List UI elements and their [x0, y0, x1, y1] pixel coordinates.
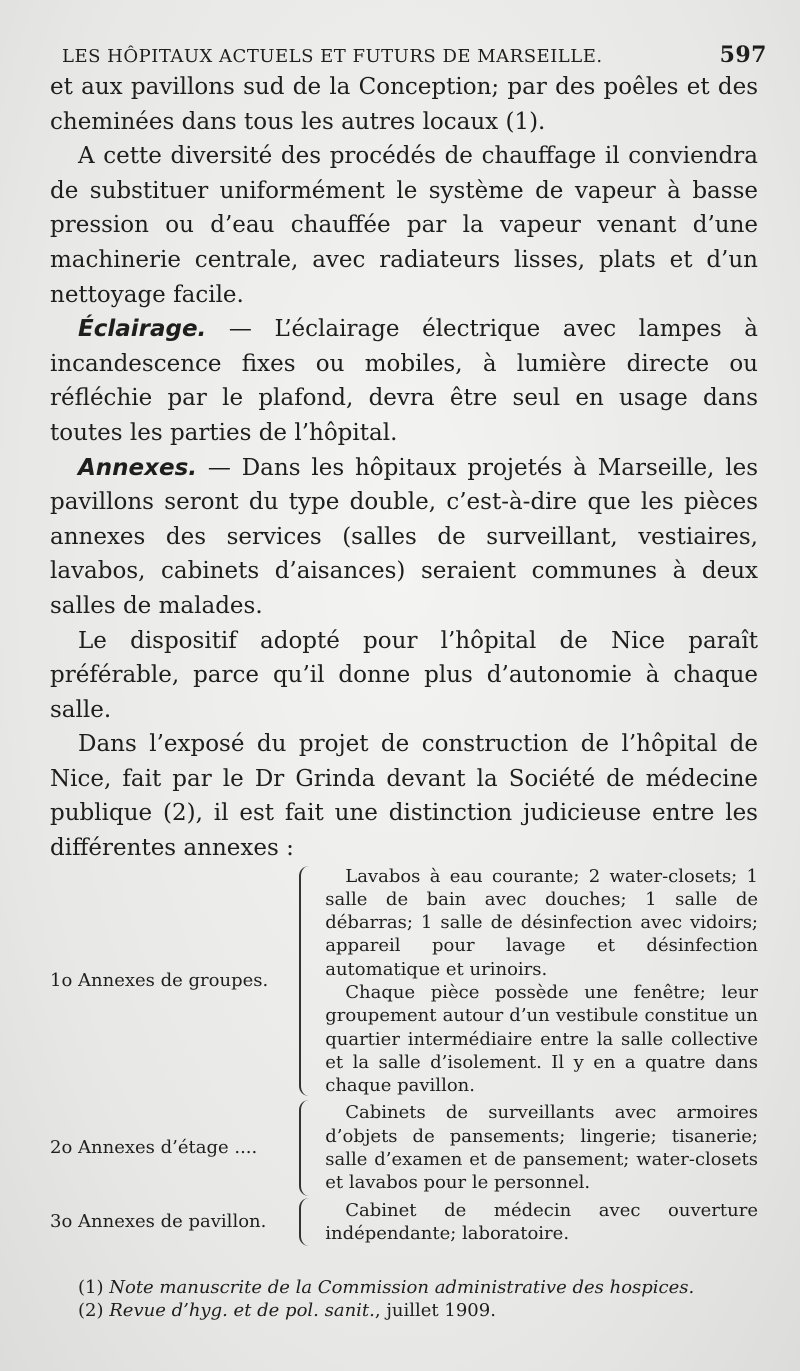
running-header [62, 42, 767, 68]
brace-icon [299, 1100, 319, 1196]
annexes-list [50, 866, 758, 1246]
body-text [50, 70, 758, 866]
paragraph-grinda: Dans l’exposé du projet de construction de l’hôpital de Nice, fait par le Dr Grinda devant la Société de médecine publique (2), il est fait une distinction judicieuse entre les différentes annexes : [50, 731, 758, 862]
lighting-heading: Éclairage. [78, 316, 207, 343]
paragraph-nice-layout: Le dispositif adopté pour l’hôpital de Nice paraît préférable, parce qu’il donne plus d’autonomie à chaque salle. [50, 627, 758, 723]
annex-paragraph: Cabinet de médecin avec ouverture indépendante; laboratoire. [325, 1199, 758, 1244]
footnote-text: Note manuscrite de la Commission administrative des hospices. [109, 1277, 695, 1298]
annex-label: 1o Annexes de groupes. [50, 970, 269, 992]
paragraph-lighting [50, 312, 758, 450]
footnote-2 [78, 1299, 758, 1322]
annexes-text: — Dans les hôpitaux projetés à Marseille, les pavillons seront du type double, c’est-à-dire que les pièces annexes des services (salles de surveillant, vestiaires, lavabos, cabinets d’aisances) seraient communes à deux salles de malades. [50, 454, 758, 619]
footnote-number: (2) [78, 1300, 104, 1321]
lighting-text: — L’éclairage électrique avec lampes à incandescence fixes ou mobiles, à lumière directe ou réfléchie par le plafond, devra être seul en usage dans toutes les parties de l’hôpital. [50, 316, 758, 446]
annex-label: 3o Annexes de pavillon. [50, 1211, 267, 1233]
paragraph-heating-continued: et aux pavillons sud de la Conception; par des poêles et des cheminées dans tous les autres locaux (1). [50, 74, 758, 135]
annex-paragraph: Cabinets de surveillants avec armoires d’objets de pansements; lingerie; tisanerie; salle d’examen et de pansement; water-closets et lavabos pour le personnel. [325, 1102, 758, 1194]
paragraph-heating-system: A cette diversité des procédés de chauffage il conviendra de substituer uniformément le système de vapeur à basse pression ou d’eau chauffée par la vapeur venant d’une machinerie centrale, avec radiateurs lisses, plats et d’un nettoyage facile. [50, 143, 758, 308]
footnote-number: (1) [78, 1277, 104, 1298]
paragraph-annexes [50, 451, 758, 624]
footnote-source: Revue d’hyg. et de pol. sanit. [109, 1300, 375, 1321]
page-number: 597 [719, 42, 767, 68]
annex-description [325, 1101, 758, 1194]
footnotes [78, 1276, 758, 1322]
annex-label: 2o Annexes d’étage .... [50, 1137, 258, 1159]
annex-paragraph: Chaque pièce possède une fenêtre; leur groupement autour d’un vestibule constitue un quartier intermédiaire entre la salle collective et la salle d’isolement. Il y en a quatre dans chaque pavillon. [325, 982, 758, 1097]
footnote-1 [78, 1276, 758, 1299]
annexes-heading: Annexes. [78, 454, 198, 481]
annex-paragraph: Lavabos à eau courante; 2 water-closets; 1 salle de bain avec douches; 1 salle de débarras; 1 salle de désinfection avec vidoirs; appareil pour lavage et désinfection automatique et urinoirs. [325, 865, 758, 980]
annex-group-row [50, 866, 758, 1096]
annex-description [325, 865, 758, 1098]
footnote-date: , juillet 1909. [374, 1300, 496, 1321]
running-title: LES HÔPITAUX ACTUELS ET FUTURS DE MARSEILLE. [62, 46, 603, 67]
annex-pavilion-row [50, 1198, 758, 1246]
brace-icon [299, 866, 319, 1096]
brace-icon [299, 1198, 319, 1246]
annex-floor-row [50, 1100, 758, 1196]
annex-description [325, 1199, 758, 1246]
